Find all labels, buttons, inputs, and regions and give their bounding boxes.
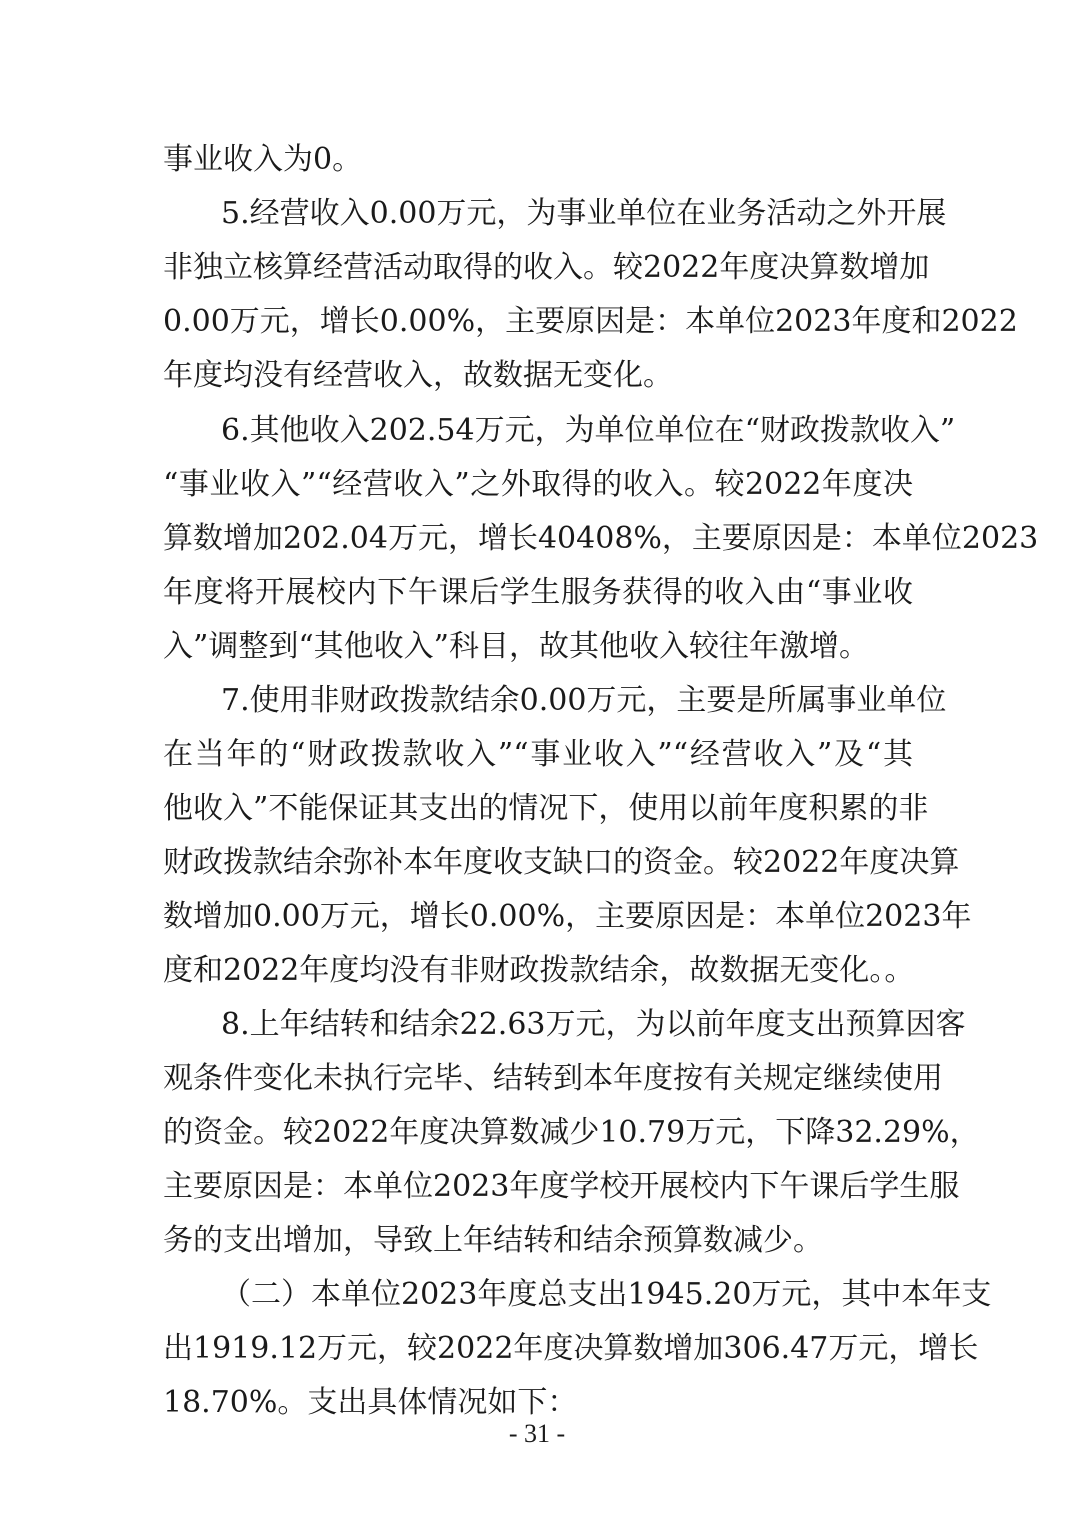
text-line: 数增加0.00万元，增长0.00%，主要原因是：本单位2023年	[163, 899, 972, 934]
section-two-line: （二）本单位2023年度总支出1945.20万元，其中本年支	[221, 1277, 992, 1312]
text-line: 主要原因是：本单位2023年度学校开展校内下午课后学生服	[163, 1169, 960, 1204]
paragraph-7-line: 7.使用非财政拨款结余0.00万元，主要是所属事业单位	[221, 683, 947, 718]
text-line: 观条件变化未执行完毕、结转到本年度按有关规定继续使用	[163, 1061, 943, 1096]
paragraph-8-line: 8.上年结转和结余22.63万元，为以前年度支出预算因客	[221, 1007, 966, 1042]
text-line: 在当年的“财政拨款收入”“事业收入”“经营收入”及“其	[163, 737, 913, 772]
text-line: 年度将开展校内下午课后学生服务获得的收入由“事业收	[163, 575, 913, 610]
text-line: 事业收入为0。	[163, 142, 363, 177]
text-line: 他收入”不能保证其支出的情况下，使用以前年度积累的非	[163, 791, 929, 826]
text-line: 的资金。较2022年度决算数减少10.79万元，下降32.29%，	[163, 1115, 980, 1150]
text-line: 非独立核算经营活动取得的收入。较2022年度决算数增加	[163, 250, 930, 285]
text-line: 18.70%。支出具体情况如下：	[163, 1385, 578, 1420]
text-line: 算数增加202.04万元，增长40408%，主要原因是：本单位2023	[163, 521, 1039, 556]
text-line: 务的支出增加，导致上年结转和结余预算数减少。	[163, 1223, 823, 1258]
text-line: 度和2022年度均没有非财政拨款结余，故数据无变化。。	[163, 953, 915, 988]
text-line: 年度均没有经营收入，故数据无变化。	[163, 358, 673, 393]
paragraph-6-line: 6.其他收入202.54万元，为单位单位在“财政拨款收入”	[221, 413, 956, 448]
page-number: - 31 -	[508, 1419, 566, 1448]
text-line: 0.00万元，增长0.00%，主要原因是：本单位2023年度和2022	[163, 304, 1018, 339]
text-line: 入”调整到“其他收入”科目，故其他收入较往年激增。	[163, 629, 870, 664]
text-line: “事业收入”“经营收入”之外取得的收入。较2022年度决	[163, 467, 913, 502]
text-line: 出1919.12万元，较2022年度决算数增加306.47万元，增长	[163, 1331, 979, 1366]
text-line: 财政拨款结余弥补本年度收支缺口的资金。较2022年度决算	[163, 845, 960, 880]
paragraph-5-line: 5.经营收入0.00万元，为事业单位在业务活动之外开展	[221, 196, 947, 231]
